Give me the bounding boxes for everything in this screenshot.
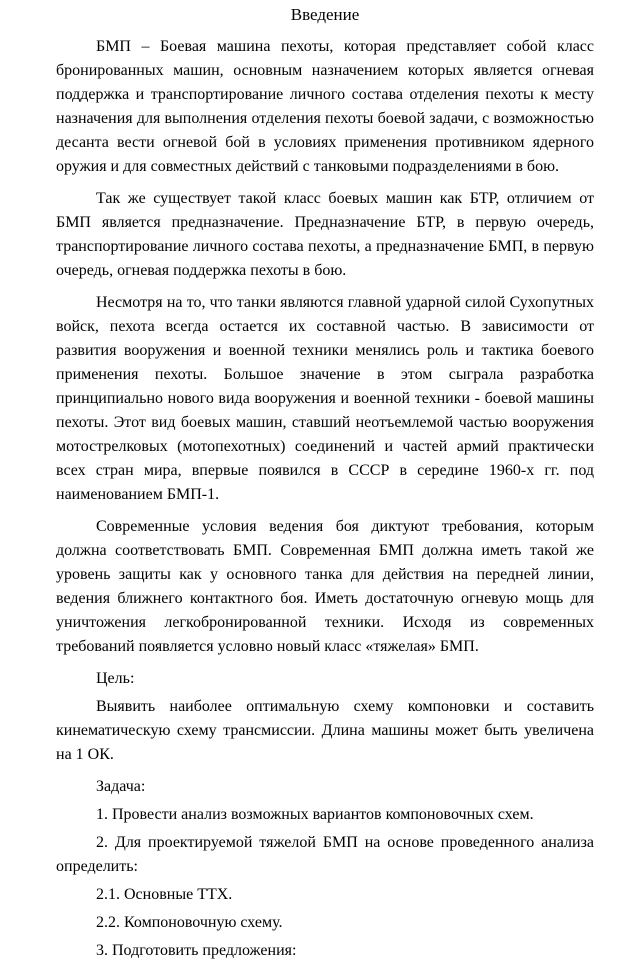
task-item: 3. Подготовить предложения: bbox=[96, 942, 297, 959]
goal-text: Выявить наиболее оптимальную схему компоновки и составить кинематическую схему трансмиссии. Длина машины может быть увеличена на 1 ОК. bbox=[56, 698, 594, 763]
task-item: 1. Провести анализ возможных вариантов компоновочных схем. bbox=[96, 806, 534, 823]
paragraph-btr: Так же существует такой класс боевых машин как БТР, отличием от БМП является предназначение. Предназначение БТР, в первую очередь, транспортирование личного состава пехоты, а предназначение БМП, в первую очередь, огневая поддержка пехоты в бою. bbox=[56, 190, 594, 279]
paragraph-intro: БМП – Боевая машина пехоты, которая представляет собой класс бронированных машин, основным назначением которых является огневая поддержка и транспортирование личного состава отделения пехоты к месту назначения для выполнения отделения пехоты боевой задачи, с возможностью десанта вести огневой бой в условиях применения противником ядерного оружия и для совместных действий с танковыми подразделениями в бою. bbox=[56, 38, 594, 175]
goal-label: Цель: bbox=[96, 670, 135, 687]
document-title: Введение bbox=[290, 5, 360, 24]
task-label: Задача: bbox=[96, 778, 146, 795]
document-page bbox=[56, 0, 594, 963]
paragraph-history: Несмотря на то, что танки являются главной ударной силой Сухопутных войск, пехота всегда остается их составной частью. В зависимости от развития вооружения и военной техники менялись роль и тактика боевого применения пехоты. Большое значение в этом сыграла разработка принципиально нового вида вооружения и военной техники - боевой машины пехоты. Этот вид боевых машин, ставший неотъемлемой частью вооружения мотострелковых (мотопехотных) соединений и частей армий практически всех стран мира, впервые появился в СССР в середине 1960-х гг. под наименованием БМП-1. bbox=[56, 294, 594, 503]
task-item: 2.1. Основные ТТХ. bbox=[96, 886, 233, 903]
task-item: 2. Для проектируемой тяжелой БМП на основе проведенного анализа определить: bbox=[56, 834, 594, 875]
task-item: 2.2. Компоновочную схему. bbox=[96, 914, 283, 931]
paragraph-requirements: Современные условия ведения боя диктуют требования, которым должна соответствовать БМП. Современная БМП должна иметь такой же уровень защиты как у основного танка для действия на передней линии, ведения ближнего контактного боя. Иметь достаточную огневую мощь для уничтожения легкобронированной техники. Исходя из современных требований появляется условно новый класс «тяжелая» БМП. bbox=[56, 518, 594, 655]
